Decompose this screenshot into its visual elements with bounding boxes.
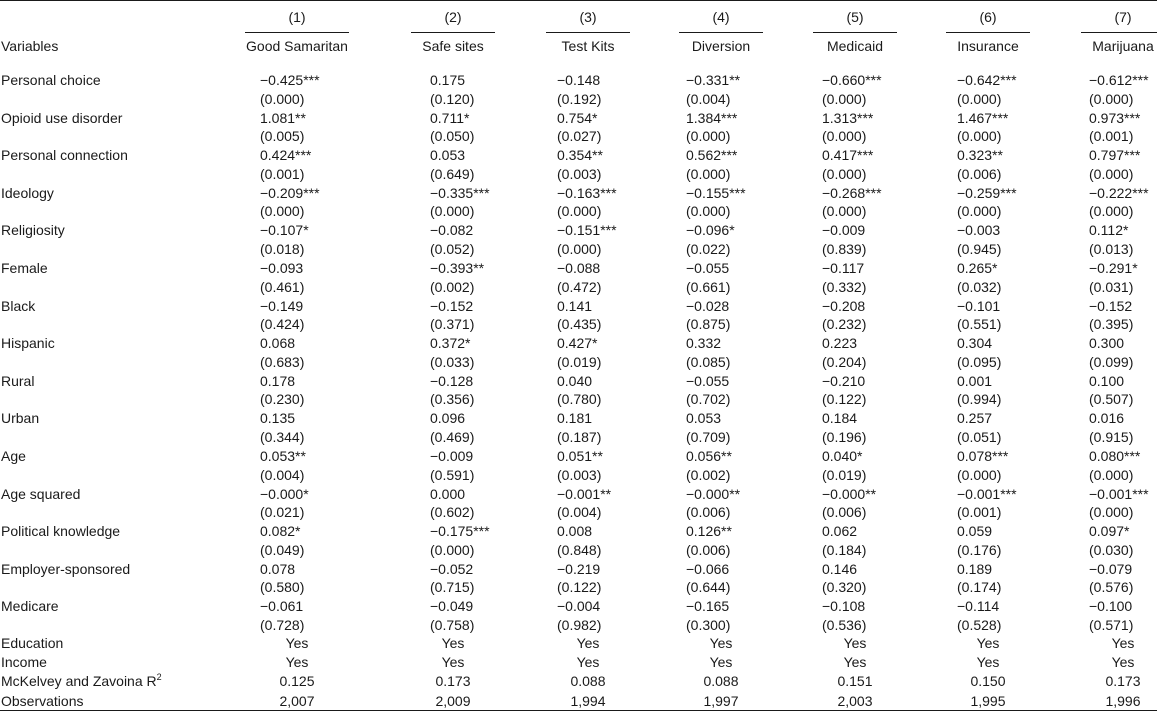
coefficient-cell: 0.562*** (686, 147, 738, 164)
footer-value-cell: 0.173 (435, 673, 471, 690)
coefficient-cell: −0.028 (686, 297, 730, 314)
coefficient-cell: −0.001*** (957, 485, 1017, 502)
footer-label (1, 634, 63, 652)
coefficient-cell: 0.300 (1089, 335, 1125, 352)
p-value-cell: (0.945) (957, 241, 1002, 257)
coefficient-cell: 0.097* (1089, 523, 1130, 540)
footer-value-cell: 1,994 (570, 692, 606, 709)
coefficient-cell: 0.189 (957, 560, 993, 577)
p-value-cell: (0.000) (957, 466, 1002, 483)
coefficient-cell: −0.219 (557, 560, 601, 577)
coefficient-cell: 0.056** (686, 448, 732, 464)
p-value-cell: (0.003) (557, 165, 602, 182)
p-value-cell: (0.032) (957, 278, 1002, 295)
footer-value-cell: Yes (843, 635, 867, 651)
coefficient-cell: 0.424*** (260, 147, 312, 164)
coefficient-cell: 0.797*** (1089, 147, 1141, 164)
coefficient-cell: 0.100 (1089, 372, 1125, 389)
footer-label (1, 672, 162, 690)
coefficient-cell: 0.000 (430, 485, 466, 502)
column-header: Marijuana (1092, 38, 1154, 54)
column-number: (4) (712, 9, 730, 25)
p-value-cell: (0.013) (1089, 241, 1134, 257)
coefficient-cell: −0.149 (260, 297, 304, 314)
variable-label: Personal choice (1, 72, 101, 88)
coefficient-cell: 0.040 (557, 372, 593, 389)
coefficient-cell: −0.004 (557, 598, 601, 615)
variable-label: Hispanic (1, 335, 55, 352)
coefficient-cell: −0.642*** (957, 72, 1017, 88)
coefficient-cell: 0.062 (822, 523, 858, 540)
coefficient-cell: −0.152 (430, 297, 474, 314)
coefficient-cell: 0.146 (822, 560, 858, 577)
column-header-underline (245, 32, 349, 33)
coefficient-cell: −0.055 (686, 372, 730, 389)
coefficient-cell: −0.107* (260, 222, 309, 239)
p-value-cell: (0.004) (686, 90, 731, 107)
p-value-cell: (0.320) (822, 579, 867, 596)
coefficient-cell: 0.112* (1089, 222, 1129, 239)
coefficient-cell: −0.000** (686, 485, 741, 502)
variable-label: Medicare (1, 598, 59, 615)
p-value-cell: (0.536) (822, 617, 867, 633)
footer-label-superscript: 2 (156, 672, 162, 683)
coefficient-cell: 0.372* (430, 335, 471, 352)
coefficient-cell: −0.259*** (957, 184, 1017, 201)
p-value-cell: (0.461) (260, 278, 305, 295)
p-value-cell: (0.571) (1089, 617, 1134, 633)
coefficient-cell: −0.425*** (260, 72, 320, 88)
p-value-cell: (0.000) (1089, 466, 1134, 483)
coefficient-cell: 0.175 (430, 72, 466, 88)
coefficient-cell: 0.059 (957, 523, 993, 540)
footer-value-cell: Yes (976, 654, 1000, 671)
coefficient-cell: −0.209*** (260, 184, 320, 201)
coefficient-cell: −0.331** (686, 72, 741, 88)
p-value-cell: (0.005) (260, 128, 305, 145)
p-value-cell: (0.472) (557, 278, 602, 295)
p-value-cell: (0.000) (430, 541, 475, 558)
p-value-cell: (0.000) (1089, 90, 1134, 107)
p-value-cell: (0.030) (1089, 541, 1134, 558)
variable-label: Political knowledge (1, 523, 121, 540)
p-value-cell: (0.192) (557, 90, 602, 107)
coefficient-cell: 0.427* (557, 335, 598, 352)
coefficient-cell: 0.053 (686, 410, 722, 427)
coefficient-cell: −0.055 (686, 260, 730, 276)
footer-value-cell: 1,996 (1105, 692, 1141, 709)
p-value-cell: (0.576) (1089, 579, 1134, 596)
p-value-cell: (0.507) (1089, 391, 1134, 408)
p-value-cell: (0.344) (260, 429, 305, 445)
p-value-cell: (0.994) (957, 391, 1002, 408)
footer-label-text: McKelvey and Zavoina R (1, 673, 157, 690)
coefficient-cell: −0.612*** (1089, 72, 1149, 88)
footer-value-cell: Yes (285, 654, 309, 671)
p-value-cell: (0.709) (686, 429, 731, 445)
p-value-cell: (0.000) (686, 165, 731, 182)
p-value-cell: (0.004) (260, 466, 305, 483)
coefficient-cell: 0.053** (260, 448, 306, 464)
p-value-cell: (0.049) (260, 541, 305, 558)
coefficient-cell: −0.117 (822, 260, 865, 276)
coefficient-cell: −0.093 (260, 260, 304, 276)
coefficient-cell: −0.152 (1089, 297, 1133, 314)
p-value-cell: (0.019) (557, 353, 602, 370)
coefficient-cell: −0.155*** (686, 184, 746, 201)
footer-label (1, 653, 47, 671)
variable-label: Employer-sponsored (1, 560, 131, 577)
variable-label: Opioid use disorder (1, 109, 123, 126)
coefficient-cell: 0.304 (957, 335, 993, 352)
p-value-cell: (0.715) (430, 579, 475, 596)
variable-label: Rural (1, 372, 35, 389)
p-value-cell: (0.580) (260, 579, 305, 596)
p-value-cell: (0.000) (557, 203, 602, 220)
p-value-cell: (0.003) (557, 466, 602, 483)
p-value-cell: (0.000) (1089, 165, 1134, 182)
p-value-cell: (0.000) (430, 203, 475, 220)
coefficient-cell: 0.417*** (822, 147, 874, 164)
coefficient-cell: −0.128 (430, 372, 474, 389)
p-value-cell: (0.051) (957, 429, 1002, 445)
p-value-cell: (0.644) (686, 579, 731, 596)
footer-value-cell: 1,997 (703, 692, 739, 709)
coefficient-cell: −0.009 (822, 222, 866, 239)
coefficient-cell: 0.053 (430, 147, 466, 164)
coefficient-cell: −0.222*** (1089, 184, 1149, 201)
coefficient-cell: −0.009 (430, 448, 474, 464)
coefficient-cell: 0.096 (430, 410, 466, 427)
coefficient-cell: −0.052 (430, 560, 474, 577)
coefficient-cell: 0.008 (557, 523, 593, 540)
footer-value-cell: 2,009 (435, 692, 471, 709)
p-value-cell: (0.006) (957, 165, 1002, 182)
column-header: Safe sites (422, 38, 484, 54)
p-value-cell: (0.001) (1089, 128, 1134, 145)
column-number: (2) (444, 9, 462, 25)
coefficient-cell: 0.080*** (1089, 448, 1141, 464)
variable-label: Ideology (1, 184, 54, 201)
variable-label: Personal connection (1, 147, 128, 164)
p-value-cell: (0.184) (822, 541, 867, 558)
coefficient-cell: −0.100 (1089, 598, 1133, 615)
coefficient-cell: 0.332 (686, 335, 722, 352)
footer-value-cell: Yes (576, 635, 600, 651)
footer-value-cell: 2,003 (837, 692, 873, 709)
p-value-cell: (0.702) (686, 391, 731, 408)
p-value-cell: (0.085) (686, 353, 731, 370)
footer-value-cell: 0.088 (703, 673, 739, 690)
p-value-cell: (0.031) (1089, 278, 1134, 295)
coefficient-cell: 0.078*** (957, 448, 1009, 464)
p-value-cell: (0.027) (557, 128, 602, 145)
coefficient-cell: −0.148 (557, 72, 601, 88)
coefficient-cell: −0.001*** (1089, 485, 1149, 502)
coefficient-cell: −0.000** (822, 485, 877, 502)
coefficient-cell: −0.210 (822, 372, 866, 389)
coefficient-cell: 1.313*** (822, 109, 874, 126)
p-value-cell: (0.000) (1089, 203, 1134, 220)
variable-label: Black (1, 297, 36, 314)
footer-value-cell: Yes (843, 654, 867, 671)
p-value-cell: (0.000) (822, 203, 867, 220)
column-number: (1) (288, 9, 306, 25)
column-number: (3) (579, 9, 597, 25)
p-value-cell: (0.839) (822, 241, 867, 257)
coefficient-cell: −0.108 (822, 598, 866, 615)
column-header-underline (411, 32, 495, 33)
table-top-rule (0, 0, 1157, 1)
p-value-cell: (0.022) (686, 241, 731, 257)
coefficient-cell: 0.184 (822, 410, 858, 427)
variable-label: Age squared (1, 485, 81, 502)
p-value-cell: (0.122) (822, 391, 867, 408)
p-value-cell: (0.120) (430, 90, 475, 107)
footer-value-cell: Yes (441, 635, 465, 651)
footer-value-cell: Yes (285, 635, 309, 651)
column-number: (7) (1114, 9, 1132, 25)
p-value-cell: (0.649) (430, 165, 475, 182)
p-value-cell: (0.395) (1089, 316, 1134, 333)
footer-label (1, 692, 83, 710)
coefficient-cell: −0.096* (686, 222, 735, 239)
variable-label: Female (1, 260, 48, 276)
footer-value-cell: 0.125 (279, 673, 315, 690)
column-number: (5) (846, 9, 864, 25)
coefficient-cell: −0.066 (686, 560, 730, 577)
p-value-cell: (0.174) (957, 579, 1002, 596)
p-value-cell: (0.001) (260, 165, 305, 182)
p-value-cell: (0.204) (822, 353, 867, 370)
p-value-cell: (0.000) (686, 203, 731, 220)
coefficient-cell: −0.001** (557, 485, 612, 502)
p-value-cell: (0.356) (430, 391, 475, 408)
coefficient-cell: 0.051** (557, 448, 603, 464)
p-value-cell: (0.602) (430, 504, 475, 521)
footer-value-cell: Yes (709, 654, 733, 671)
column-header: Test Kits (561, 38, 615, 54)
coefficient-cell: −0.101 (957, 297, 1001, 314)
p-value-cell: (0.052) (430, 241, 475, 257)
p-value-cell: (0.000) (957, 203, 1002, 220)
coefficient-cell: −0.082 (430, 222, 474, 239)
footer-value-cell: 0.088 (570, 673, 606, 690)
coefficient-cell: −0.165 (686, 598, 730, 615)
p-value-cell: (0.528) (957, 617, 1002, 633)
p-value-cell: (0.021) (260, 504, 305, 521)
footer-label-text: Income (1, 654, 47, 671)
coefficient-cell: −0.208 (822, 297, 866, 314)
p-value-cell: (0.006) (822, 504, 867, 521)
p-value-cell: (0.176) (957, 541, 1002, 558)
p-value-cell: (0.004) (557, 504, 602, 521)
footer-value-cell: Yes (576, 654, 600, 671)
coefficient-cell: −0.114 (957, 598, 1000, 615)
p-value-cell: (0.848) (557, 541, 602, 558)
p-value-cell: (0.000) (957, 90, 1002, 107)
column-header-underline (546, 32, 630, 33)
footer-value-cell: 0.151 (837, 673, 873, 690)
variable-label: Religiosity (1, 222, 65, 239)
coefficient-cell: 0.973*** (1089, 109, 1141, 126)
coefficient-cell: −0.393** (430, 260, 485, 276)
variable-label: Age (1, 448, 26, 464)
column-number: (6) (979, 9, 997, 25)
p-value-cell: (0.591) (430, 466, 475, 483)
p-value-cell: (0.099) (1089, 353, 1134, 370)
p-value-cell: (0.122) (557, 579, 602, 596)
p-value-cell: (0.000) (260, 203, 305, 220)
column-header: Diversion (691, 38, 751, 54)
p-value-cell: (0.019) (822, 466, 867, 483)
coefficient-cell: 0.040* (822, 448, 863, 464)
coefficient-cell: −0.660*** (822, 72, 882, 88)
variables-header: Variables (1, 38, 59, 54)
p-value-cell: (0.000) (822, 128, 867, 145)
p-value-cell: (0.006) (686, 541, 731, 558)
coefficient-cell: 0.016 (1089, 410, 1125, 427)
p-value-cell: (0.002) (430, 278, 475, 295)
coefficient-cell: −0.151*** (557, 222, 617, 239)
coefficient-cell: 0.082* (260, 523, 301, 540)
coefficient-cell: 1.384*** (686, 109, 738, 126)
footer-value-cell: Yes (709, 635, 733, 651)
footer-label-text: Education (1, 635, 64, 651)
p-value-cell: (0.661) (686, 278, 731, 295)
footer-value-cell: 1,995 (970, 692, 1006, 709)
coefficient-cell: −0.079 (1089, 560, 1133, 577)
coefficient-cell: 0.181 (557, 410, 593, 427)
p-value-cell: (0.050) (430, 128, 475, 145)
column-header: Good Samaritan (246, 38, 348, 54)
p-value-cell: (0.232) (822, 316, 867, 333)
coefficient-cell: −0.049 (430, 598, 474, 615)
coefficient-cell: −0.175*** (430, 523, 490, 540)
p-value-cell: (0.683) (260, 353, 305, 370)
coefficient-cell: 0.135 (260, 410, 296, 427)
p-value-cell: (0.915) (1089, 429, 1134, 445)
coefficient-cell: 0.354** (557, 147, 603, 164)
footer-value-cell: Yes (441, 654, 465, 671)
p-value-cell: (0.371) (430, 316, 475, 333)
footer-value-cell: Yes (1111, 635, 1135, 651)
p-value-cell: (0.780) (557, 391, 602, 408)
column-header-underline (679, 32, 763, 33)
p-value-cell: (0.332) (822, 278, 867, 295)
coefficient-cell: −0.163*** (557, 184, 617, 201)
coefficient-cell: 0.754* (557, 109, 598, 126)
column-header-underline (1081, 32, 1157, 33)
column-header-underline (946, 32, 1030, 33)
p-value-cell: (0.000) (1089, 504, 1134, 521)
footer-label-text: Observations (1, 692, 84, 709)
column-header-underline (813, 32, 897, 33)
p-value-cell: (0.424) (260, 316, 305, 333)
p-value-cell: (0.006) (686, 504, 731, 521)
coefficient-cell: 0.257 (957, 410, 993, 427)
p-value-cell: (0.033) (430, 353, 475, 370)
coefficient-cell: −0.291* (1089, 260, 1138, 276)
coefficient-cell: 0.141 (557, 297, 593, 314)
p-value-cell: (0.982) (557, 617, 602, 633)
coefficient-cell: 0.078 (260, 560, 296, 577)
p-value-cell: (0.000) (260, 90, 305, 107)
coefficient-cell: 0.178 (260, 372, 296, 389)
p-value-cell: (0.001) (957, 504, 1002, 521)
coefficient-cell: 0.223 (822, 335, 858, 352)
coefficient-cell: 0.711* (430, 109, 470, 126)
p-value-cell: (0.758) (430, 617, 475, 633)
column-header: Insurance (957, 38, 1019, 54)
p-value-cell: (0.435) (557, 316, 602, 333)
footer-value-cell: 0.173 (1105, 673, 1141, 690)
coefficient-cell: 0.126** (686, 523, 732, 540)
column-header: Medicaid (826, 38, 884, 54)
footer-value-cell: 2,007 (279, 692, 315, 709)
p-value-cell: (0.230) (260, 391, 305, 408)
p-value-cell: (0.000) (822, 90, 867, 107)
coefficient-cell: 0.001 (957, 372, 993, 389)
p-value-cell: (0.300) (686, 617, 731, 633)
p-value-cell: (0.018) (260, 241, 305, 257)
p-value-cell: (0.000) (686, 128, 731, 145)
p-value-cell: (0.196) (822, 429, 867, 445)
coefficient-cell: −0.003 (957, 222, 1001, 239)
coefficient-cell: 0.265* (957, 260, 998, 276)
p-value-cell: (0.187) (557, 429, 602, 445)
p-value-cell: (0.728) (260, 617, 305, 633)
coefficient-cell: −0.088 (557, 260, 601, 276)
coefficient-cell: −0.268*** (822, 184, 882, 201)
p-value-cell: (0.000) (957, 128, 1002, 145)
coefficient-cell: 1.467*** (957, 109, 1009, 126)
p-value-cell: (0.469) (430, 429, 475, 445)
coefficient-cell: −0.335*** (430, 184, 490, 201)
variable-label: Urban (1, 410, 40, 427)
p-value-cell: (0.875) (686, 316, 731, 333)
coefficient-cell: −0.000* (260, 485, 309, 502)
coefficient-cell: 0.068 (260, 335, 296, 352)
p-value-cell: (0.000) (822, 165, 867, 182)
footer-value-cell: Yes (976, 635, 1000, 651)
p-value-cell: (0.002) (686, 466, 731, 483)
table-bottom-rule (0, 710, 1157, 711)
coefficient-cell: 1.081** (260, 109, 306, 126)
coefficient-cell: −0.061 (260, 598, 304, 615)
footer-value-cell: Yes (1111, 654, 1135, 671)
p-value-cell: (0.000) (557, 241, 602, 257)
coefficient-cell: 0.323** (957, 147, 1003, 164)
p-value-cell: (0.095) (957, 353, 1002, 370)
footer-value-cell: 0.150 (970, 673, 1006, 690)
p-value-cell: (0.551) (957, 316, 1002, 333)
